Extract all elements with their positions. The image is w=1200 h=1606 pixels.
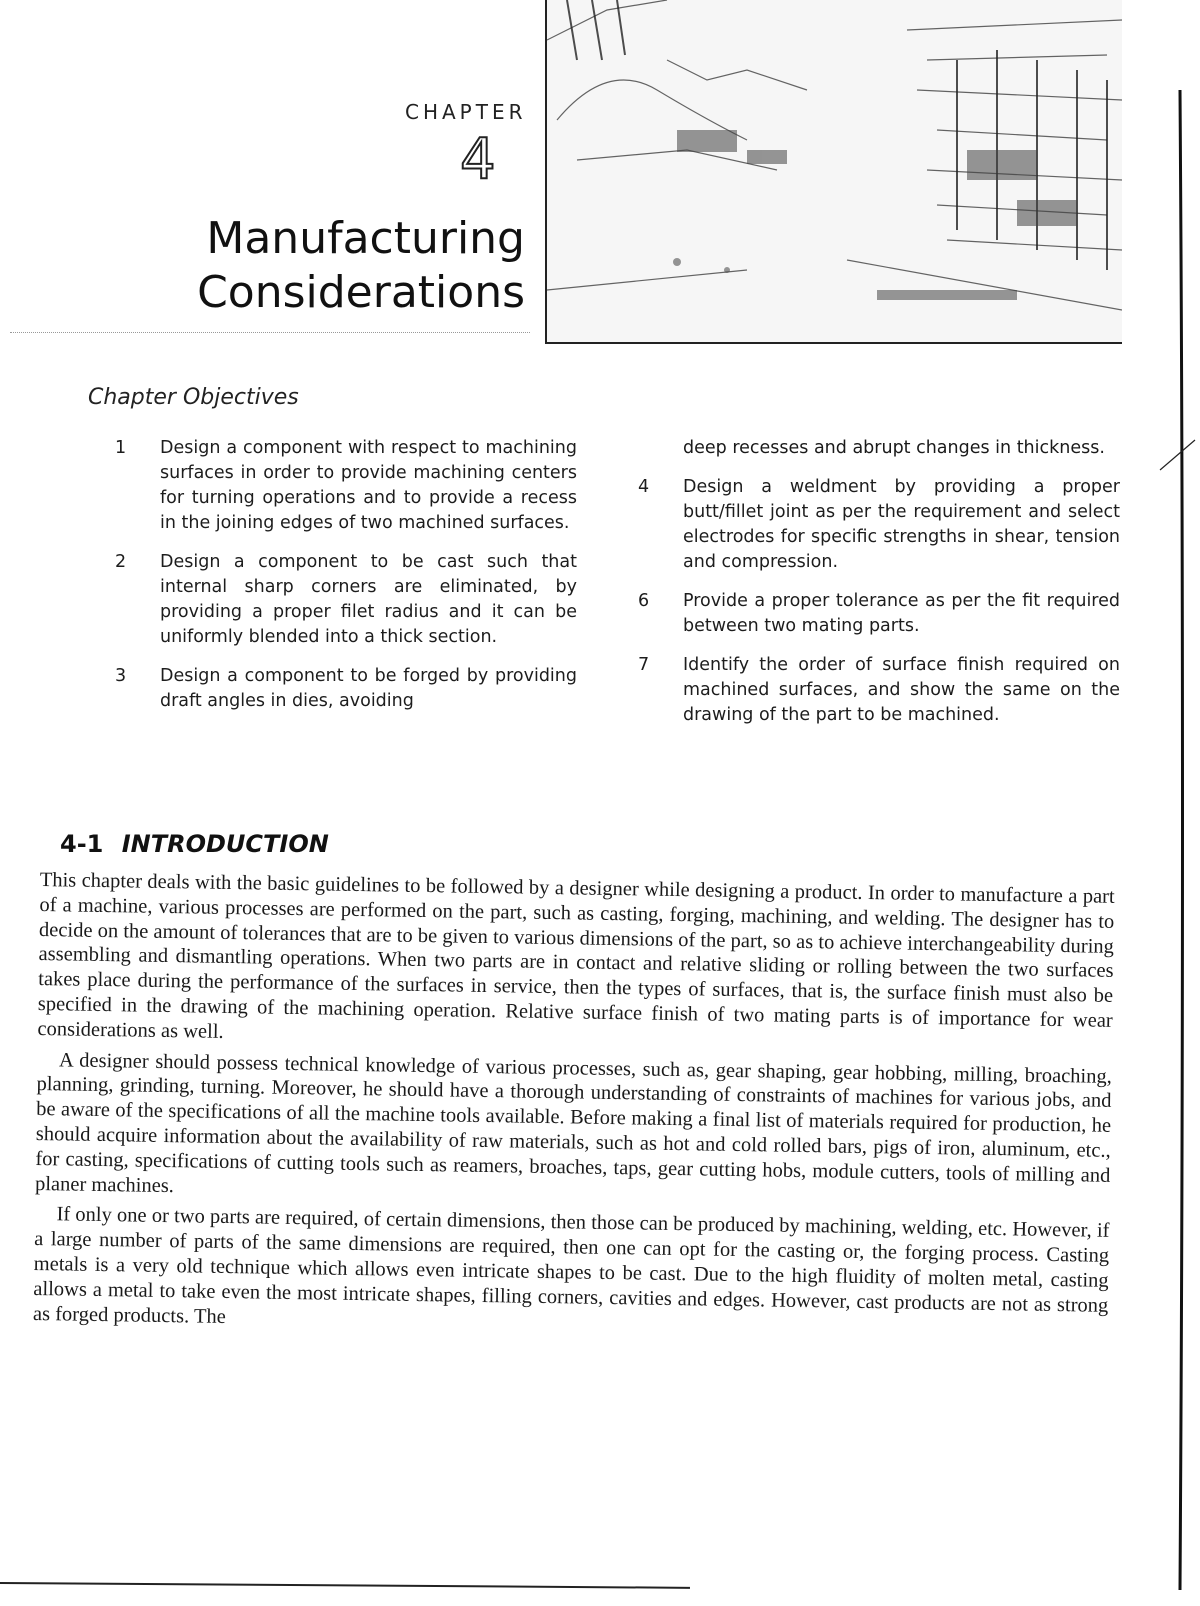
objective-item <box>638 475 1120 575</box>
objective-text: Identify the order of surface finish required on machined surfaces, and show the same on the drawing of the part to be machined. <box>683 655 1120 725</box>
objective-item <box>115 550 577 650</box>
objective-item <box>638 653 1120 728</box>
chapter-photo-factory-image <box>545 0 1122 344</box>
chapter-title-line2: Considerations <box>197 267 525 318</box>
section-number: 4-1 <box>60 830 104 858</box>
objective-number: 1 <box>115 438 127 458</box>
objective-continuation: deep recesses and abrupt changes in thickness. <box>683 438 1105 458</box>
objective-number: 3 <box>115 666 127 686</box>
objective-number: 7 <box>638 655 650 675</box>
objective-number: 4 <box>638 477 650 497</box>
section-title: INTRODUCTION <box>121 830 329 858</box>
footer-rule <box>0 1582 690 1589</box>
objective-text: Design a component to be cast such that internal sharp corners are eliminated, by providing a proper filet radius and it can be uniformly blended into a thick section. <box>160 552 577 647</box>
objective-item <box>115 664 577 714</box>
objective-text: Design a component to be forged by providing draft angles in dies, avoiding <box>160 666 577 711</box>
header-dotted-rule <box>10 332 530 333</box>
objective-item <box>115 436 577 536</box>
objective-text: Provide a proper tolerance as per the fit required between two mating parts. <box>683 591 1120 636</box>
objective-item <box>638 589 1120 639</box>
chapter-label: CHAPTER <box>405 100 527 124</box>
body-paragraph: This chapter deals with the basic guidelines to be followed by a designer while designing a product. In order to manufacture a part of a machine, various processes are performed on the part, such as casting, forging, machining, and welding. The designer has to decide on the amount of tolerances that are to be given to various dimensions of the part, so as to achieve interchangeability during assembling and dismantling operations. When two parts are in contact and relative sliding or rolling between the two surfaces takes place during the performance of the surfaces in service, then the types of surfaces, that is, the surface finish must also be specified in the drawing of the machining operation. Relative surface finish of two mating parts is of importance for wear considerations as well. <box>37 868 1115 1043</box>
objectives-left-column <box>115 436 577 728</box>
section-heading <box>60 830 329 858</box>
objective-text: Design a component with respect to machining surfaces in order to provide machining centers for turning operations and to provide a recess in the joining edges of two machined surfaces. <box>160 438 577 533</box>
objective-number: 2 <box>115 552 127 572</box>
chapter-title <box>195 212 525 320</box>
chapter-title-line1: Manufacturing <box>206 213 525 264</box>
body-paragraph: If only one or two parts are required, of certain dimensions, then those can be produced by machining, welding, etc. However, if a large number of parts of the same dimensions are required, then one can opt for the casting or, the forging process. Casting metals is a very old technique which allows even intricate shapes to be cast. Due to the high fluidity of molten metal, casting allows a metal to take even the most intricate shapes, filling corners, cavities and edges. However, cast products are not as strong as forged products. The <box>32 1203 1110 1328</box>
body-paragraph: A designer should possess technical knowledge of various processes, such as, gear shaping, gear hobbing, milling, broaching, planning, grinding, turning. Moreover, he should have a thorough understanding of constraints of machines for various jobs, and be aware of the specifications of all the machine tools available. Before making a final list of materials required for production, he should acquire information about the availability of raw materials, such as hot and cold rolled bars, pigs of iron, aluminum, etc., for casting, specifications of cutting tools such as reamers, broaches, taps, gear cutting hobs, module cutters, tools of milling and planer machines. <box>34 1048 1113 1197</box>
objectives-right-column <box>638 436 1120 742</box>
section-body <box>33 868 1115 1349</box>
chapter-number: 4 <box>460 127 496 192</box>
page-edge-shadow <box>1150 0 1200 1606</box>
objective-text: Design a weldment by providing a proper butt/fillet joint as per the requirement and select electrodes for specific strengths in shear, tension and compression. <box>683 477 1120 572</box>
objective-number: 6 <box>638 591 650 611</box>
objectives-heading: Chapter Objectives <box>88 385 299 410</box>
